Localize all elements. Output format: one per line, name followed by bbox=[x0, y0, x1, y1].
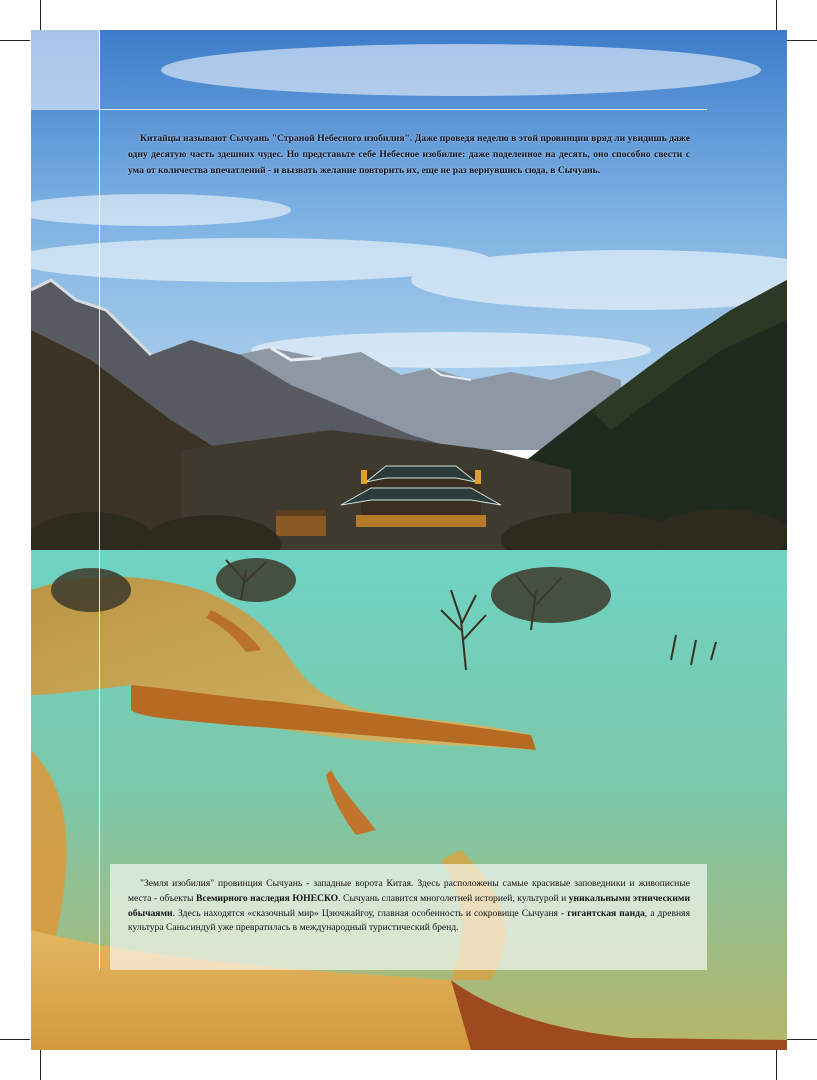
caption-bold-unesco: Всемирного наследия ЮНЕСКО bbox=[195, 892, 339, 904]
crop-mark-bottom-left-v bbox=[40, 1050, 41, 1080]
crop-mark-top-right-v bbox=[776, 0, 777, 30]
crop-mark-top-right-h bbox=[787, 40, 817, 41]
crop-mark-bottom-right-h bbox=[787, 1039, 817, 1040]
corner-overlay-square bbox=[31, 30, 100, 110]
intro-text: Китайцы называют Сычуань "Страной Небесного изобилия". Даже проведя неделю в этой провинции вряд ли увидишь даже одну десятую часть здешних чудес. Но представьте себе Небесное изобилие: даже поделенное на десять, оно способно свести с ума от количества впечатлений - и вызвать желание повторить их, еще не раз вернувшись сюда, в Сычуань. bbox=[128, 133, 690, 177]
caption-text bbox=[128, 877, 690, 936]
vertical-guide-line bbox=[99, 30, 100, 970]
crop-mark-top-left-v bbox=[40, 0, 41, 30]
caption-part-1: "Земля изобилия" провинция Сычуань - западные ворота Китая. Здесь расположены самые красивые заповедники и живописные места - объекты bbox=[128, 878, 690, 904]
caption-paragraph bbox=[128, 877, 690, 936]
caption-part-4: , а древняя культура Саньсиндуй уже превратилась в международный туристический бренд. bbox=[128, 907, 690, 934]
caption-part-2: . Сычуань славится многолетней историей, культурой и bbox=[338, 892, 569, 904]
caption-bold-panda: гигантская панда bbox=[567, 907, 645, 919]
intro-paragraph bbox=[128, 131, 690, 180]
crop-mark-top-left-h bbox=[0, 40, 30, 41]
crop-mark-bottom-left-h bbox=[0, 1039, 30, 1040]
caption-part-3: . Здесь находятся «сказочный мир» Цзючжайгоу, главная особенность и сокровище Сычуаня - bbox=[172, 907, 568, 919]
caption-bold-customs: уникальными этническими обычаями bbox=[128, 892, 690, 919]
crop-mark-bottom-right-v bbox=[776, 1050, 777, 1080]
horizontal-guide-line bbox=[100, 109, 707, 110]
